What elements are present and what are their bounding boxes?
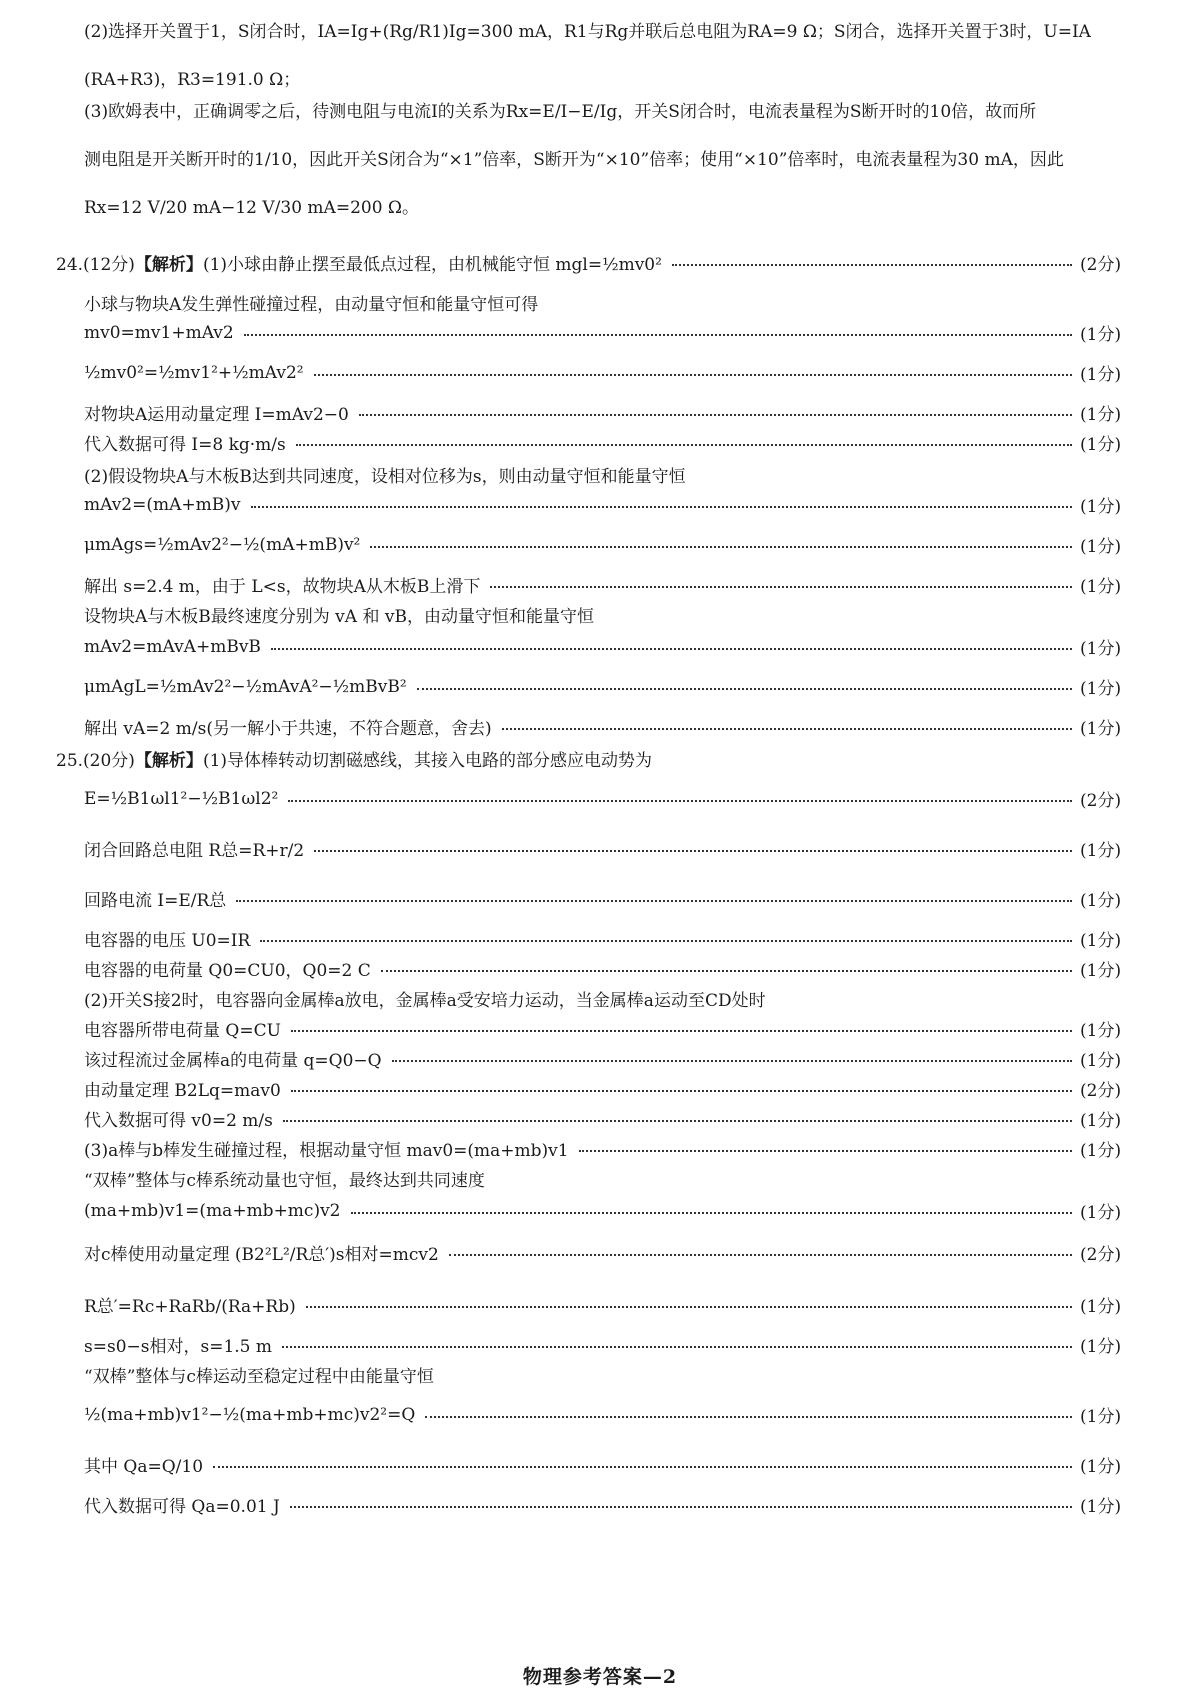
leader-dots bbox=[213, 1466, 1072, 1468]
leader-dots bbox=[417, 688, 1072, 690]
q23-part3 bbox=[84, 88, 1144, 232]
q24-number: 24.(12分) bbox=[56, 255, 135, 275]
q25-line-7-text: 该过程流过金属棒a的电荷量 q=Q0−Q bbox=[84, 1051, 382, 1071]
leader-dots bbox=[381, 970, 1072, 972]
q25-line-9-text: 代入数据可得 v0=2 m/s bbox=[84, 1111, 273, 1131]
leader-dots bbox=[392, 1060, 1072, 1062]
q24-line-5-points: (1分) bbox=[1080, 435, 1122, 455]
q24-line-13-points: (1分) bbox=[1080, 719, 1122, 739]
q25-line-2 bbox=[0, 886, 1200, 911]
page-footer: 物理参考答案—2 bbox=[522, 1666, 678, 1688]
q25-line-14-text: R总′=Rc+RaRb/(Ra+Rb) bbox=[84, 1297, 296, 1317]
q25-line-18 bbox=[0, 1452, 1200, 1477]
q25-line-16 bbox=[0, 1362, 1200, 1387]
q25-line-4 bbox=[0, 956, 1200, 981]
q24-line-7-text: mAv2=(mA+mB)v bbox=[84, 494, 241, 515]
leader-dots bbox=[283, 1120, 1072, 1122]
q25-analysis-tag: 【解析】 bbox=[134, 751, 203, 771]
q25-line-17-points: (1分) bbox=[1080, 1407, 1122, 1427]
q25-line-5 bbox=[0, 986, 1200, 1011]
q24-line-8-text: μmAgs=½mAv2²−½(mA+mB)v² bbox=[84, 534, 361, 555]
q24-line-3 bbox=[0, 360, 1200, 385]
q24-line-11 bbox=[0, 634, 1200, 659]
q24-analysis-tag: 【解析】 bbox=[134, 255, 203, 275]
leader-dots bbox=[370, 546, 1072, 548]
q25-line-10 bbox=[0, 1136, 1200, 1161]
q24-line-6 bbox=[0, 462, 1200, 487]
q25-line-15-text: s=s0−s相对，s=1.5 m bbox=[84, 1337, 273, 1357]
leader-dots bbox=[260, 940, 1072, 942]
q23-part3-line1: (3)欧姆表中，正确调零之后，待测电阻与电流I的关系为Rx=E/I−E/Ig，开关S闭合时，电流表量程为S断开时的10倍，故而所 bbox=[84, 102, 1037, 122]
q24-line-13 bbox=[0, 714, 1200, 739]
q25-line-3-points: (1分) bbox=[1080, 931, 1122, 951]
q25-line-16-text: “双棒”整体与c棒运动至稳定过程中由能量守恒 bbox=[84, 1367, 434, 1387]
q24-line-11-points: (1分) bbox=[1080, 639, 1122, 659]
q24-line-5 bbox=[0, 430, 1200, 455]
q24-line-10-text: 设物块A与木板B最终速度分别为 vA 和 vB，由动量守恒和能量守恒 bbox=[84, 607, 594, 627]
q25-line-15-points: (1分) bbox=[1080, 1337, 1122, 1357]
q25-line-9 bbox=[0, 1106, 1200, 1131]
q25-line-11 bbox=[0, 1166, 1200, 1191]
q24-line-4-points: (1分) bbox=[1080, 405, 1122, 425]
q25-line-13 bbox=[0, 1240, 1200, 1265]
q24-line-1 bbox=[0, 290, 1200, 315]
q25-line-3-text: 电容器的电压 U0=IR bbox=[84, 931, 251, 951]
q24-line-5-text: 代入数据可得 I=8 kg·m/s bbox=[84, 435, 286, 455]
q24-line-12-text: μmAgL=½mAv2²−½mAvA²−½mBvB² bbox=[84, 676, 407, 697]
q25-line-19-text: 代入数据可得 Qa=0.01 J bbox=[84, 1497, 280, 1517]
leader-dots bbox=[449, 1254, 1072, 1256]
q23-part3-line3: Rx=12 V/20 mA−12 V/30 mA=200 Ω。 bbox=[84, 198, 420, 218]
q24-line-2-points: (1分) bbox=[1080, 325, 1122, 345]
q25-line-18-text: 其中 Qa=Q/10 bbox=[84, 1457, 204, 1477]
q25-line-10-text: (3)a棒与b棒发生碰撞过程，根据动量守恒 mav0=(ma+mb)v1 bbox=[84, 1141, 569, 1161]
q25-line-19 bbox=[0, 1492, 1200, 1517]
q25-line-17-text: ½(ma+mb)v1²−½(ma+mb+mc)v2²=Q bbox=[84, 1404, 416, 1425]
q25-line-14 bbox=[0, 1292, 1200, 1317]
q25-line-15 bbox=[0, 1332, 1200, 1357]
leader-dots bbox=[291, 1090, 1072, 1092]
q25-line-4-points: (1分) bbox=[1080, 961, 1122, 981]
q25-line-17 bbox=[0, 1402, 1200, 1427]
q25-line-18-points: (1分) bbox=[1080, 1457, 1122, 1477]
q25-line-12-points: (1分) bbox=[1080, 1203, 1122, 1223]
q24-line-0-points: (2分) bbox=[1080, 255, 1122, 275]
q25-line-8-text: 由动量定理 B2Lq=mav0 bbox=[84, 1081, 281, 1101]
q24-line-12-points: (1分) bbox=[1080, 679, 1122, 699]
q24-line-11-text: mAv2=mAvA+mBvB bbox=[84, 636, 261, 657]
q25-line-13-points: (2分) bbox=[1080, 1245, 1122, 1265]
q25-line-5-text: (2)开关S接2时，电容器向金属棒a放电，金属棒a受安培力运动，当金属棒a运动至CD处时 bbox=[84, 991, 766, 1011]
q25-line-6 bbox=[0, 1016, 1200, 1041]
q24-line-4 bbox=[0, 400, 1200, 425]
leader-dots bbox=[290, 1506, 1072, 1508]
leader-dots bbox=[271, 648, 1072, 650]
q25-line-2-points: (1分) bbox=[1080, 891, 1122, 911]
q25-line-1 bbox=[0, 836, 1200, 861]
q25-line-1-text: 闭合回路总电阻 R总=R+r/2 bbox=[84, 841, 305, 861]
q24-line-9-points: (1分) bbox=[1080, 577, 1122, 597]
leader-dots bbox=[244, 334, 1072, 336]
q24-line-6-text: (2)假设物块A与木板B达到共同速度，设相对位移为s，则由动量守恒和能量守恒 bbox=[84, 467, 686, 487]
q23-part2-line1: (2)选择开关置于1，S闭合时，IA=Ig+(Rg/R1)Ig=300 mA，R1与Rg并联后总电阻为RA=9 Ω；S闭合，选择开关置于3时，U=IA bbox=[84, 22, 1091, 42]
q25-line-0-points: (2分) bbox=[1080, 791, 1122, 811]
q24-line-1-text: 小球与物块A发生弹性碰撞过程，由动量守恒和能量守恒可得 bbox=[84, 295, 539, 315]
q25-line-13-text: 对c棒使用动量定理 (B2²L²/R总′)s相对=mcv2 bbox=[84, 1245, 439, 1265]
q23-part3-line2: 测电阻是开关断开时的1/10，因此开关S闭合为“×1”倍率，S断开为“×10”倍率；使用“×10”倍率时，电流表量程为30 mA，因此 bbox=[84, 150, 1064, 170]
q24-line-2 bbox=[0, 320, 1200, 345]
q24-line-3-text: ½mv0²=½mv1²+½mAv2² bbox=[84, 362, 304, 383]
q25-line-7 bbox=[0, 1046, 1200, 1071]
q24-header bbox=[0, 250, 1200, 275]
q25-line-8 bbox=[0, 1076, 1200, 1101]
q24-line-8 bbox=[0, 532, 1200, 557]
q25-line-0 bbox=[0, 786, 1200, 811]
q24-line-4-text: 对物块A运用动量定理 I=mAv2−0 bbox=[84, 405, 349, 425]
leader-dots bbox=[288, 800, 1072, 802]
q25-line-7-points: (1分) bbox=[1080, 1051, 1122, 1071]
leader-dots bbox=[351, 1212, 1072, 1214]
leader-dots bbox=[425, 1416, 1072, 1418]
leader-dots bbox=[579, 1150, 1072, 1152]
q25-line-9-points: (1分) bbox=[1080, 1111, 1122, 1131]
leader-dots bbox=[490, 586, 1072, 588]
q24-line-9 bbox=[0, 572, 1200, 597]
leader-dots bbox=[502, 728, 1072, 730]
leader-dots bbox=[672, 264, 1072, 266]
q25-line-14-points: (1分) bbox=[1080, 1297, 1122, 1317]
leader-dots bbox=[291, 1030, 1072, 1032]
q25-line-1-points: (1分) bbox=[1080, 841, 1122, 861]
q25-line-2-text: 回路电流 I=E/R总 bbox=[84, 891, 227, 911]
q25-header-text: (1)导体棒转动切割磁感线，其接入电路的部分感应电动势为 bbox=[202, 751, 653, 771]
leader-dots bbox=[282, 1346, 1072, 1348]
q25-line-10-points: (1分) bbox=[1080, 1141, 1122, 1161]
q24-line-12 bbox=[0, 674, 1200, 699]
q25-line-19-points: (1分) bbox=[1080, 1497, 1122, 1517]
q24-line-8-points: (1分) bbox=[1080, 537, 1122, 557]
q25-header bbox=[0, 746, 1200, 771]
q24-line-3-points: (1分) bbox=[1080, 365, 1122, 385]
q25-line-3 bbox=[0, 926, 1200, 951]
q24-line-2-text: mv0=mv1+mAv2 bbox=[84, 322, 234, 343]
q24-line-7-points: (1分) bbox=[1080, 497, 1122, 517]
q24-line-13-text: 解出 vA=2 m/s(另一解小于共速，不符合题意，舍去) bbox=[84, 719, 492, 739]
leader-dots bbox=[314, 850, 1072, 852]
q25-line-11-text: “双棒”整体与c棒系统动量也守恒，最终达到共同速度 bbox=[84, 1171, 485, 1191]
q24-line-0-text: (1)小球由静止摆至最低点过程，由机械能守恒 mgl=½mv0² bbox=[202, 255, 662, 275]
q24-line-9-text: 解出 s=2.4 m，由于 L<s，故物块A从木板B上滑下 bbox=[84, 577, 481, 597]
leader-dots bbox=[236, 900, 1072, 902]
q25-line-8-points: (2分) bbox=[1080, 1081, 1122, 1101]
q25-line-0-text: E=½B1ωl1²−½B1ωl2² bbox=[84, 788, 279, 809]
leader-dots bbox=[251, 506, 1073, 508]
leader-dots bbox=[314, 374, 1072, 376]
q25-line-12-text: (ma+mb)v1=(ma+mb+mc)v2 bbox=[84, 1200, 341, 1221]
q24-line-10 bbox=[0, 602, 1200, 627]
leader-dots bbox=[359, 414, 1072, 416]
q25-line-6-points: (1分) bbox=[1080, 1021, 1122, 1041]
q25-line-4-text: 电容器的电荷量 Q0=CU0，Q0=2 C bbox=[84, 961, 371, 981]
q24-line-7 bbox=[0, 492, 1200, 517]
q25-line-12 bbox=[0, 1198, 1200, 1223]
leader-dots bbox=[296, 444, 1072, 446]
leader-dots bbox=[306, 1306, 1072, 1308]
q23-part2-line2: (RA+R3)，R3=191.0 Ω； bbox=[84, 70, 301, 90]
q25-number: 25.(20分) bbox=[56, 751, 135, 771]
q25-line-6-text: 电容器所带电荷量 Q=CU bbox=[84, 1021, 281, 1041]
